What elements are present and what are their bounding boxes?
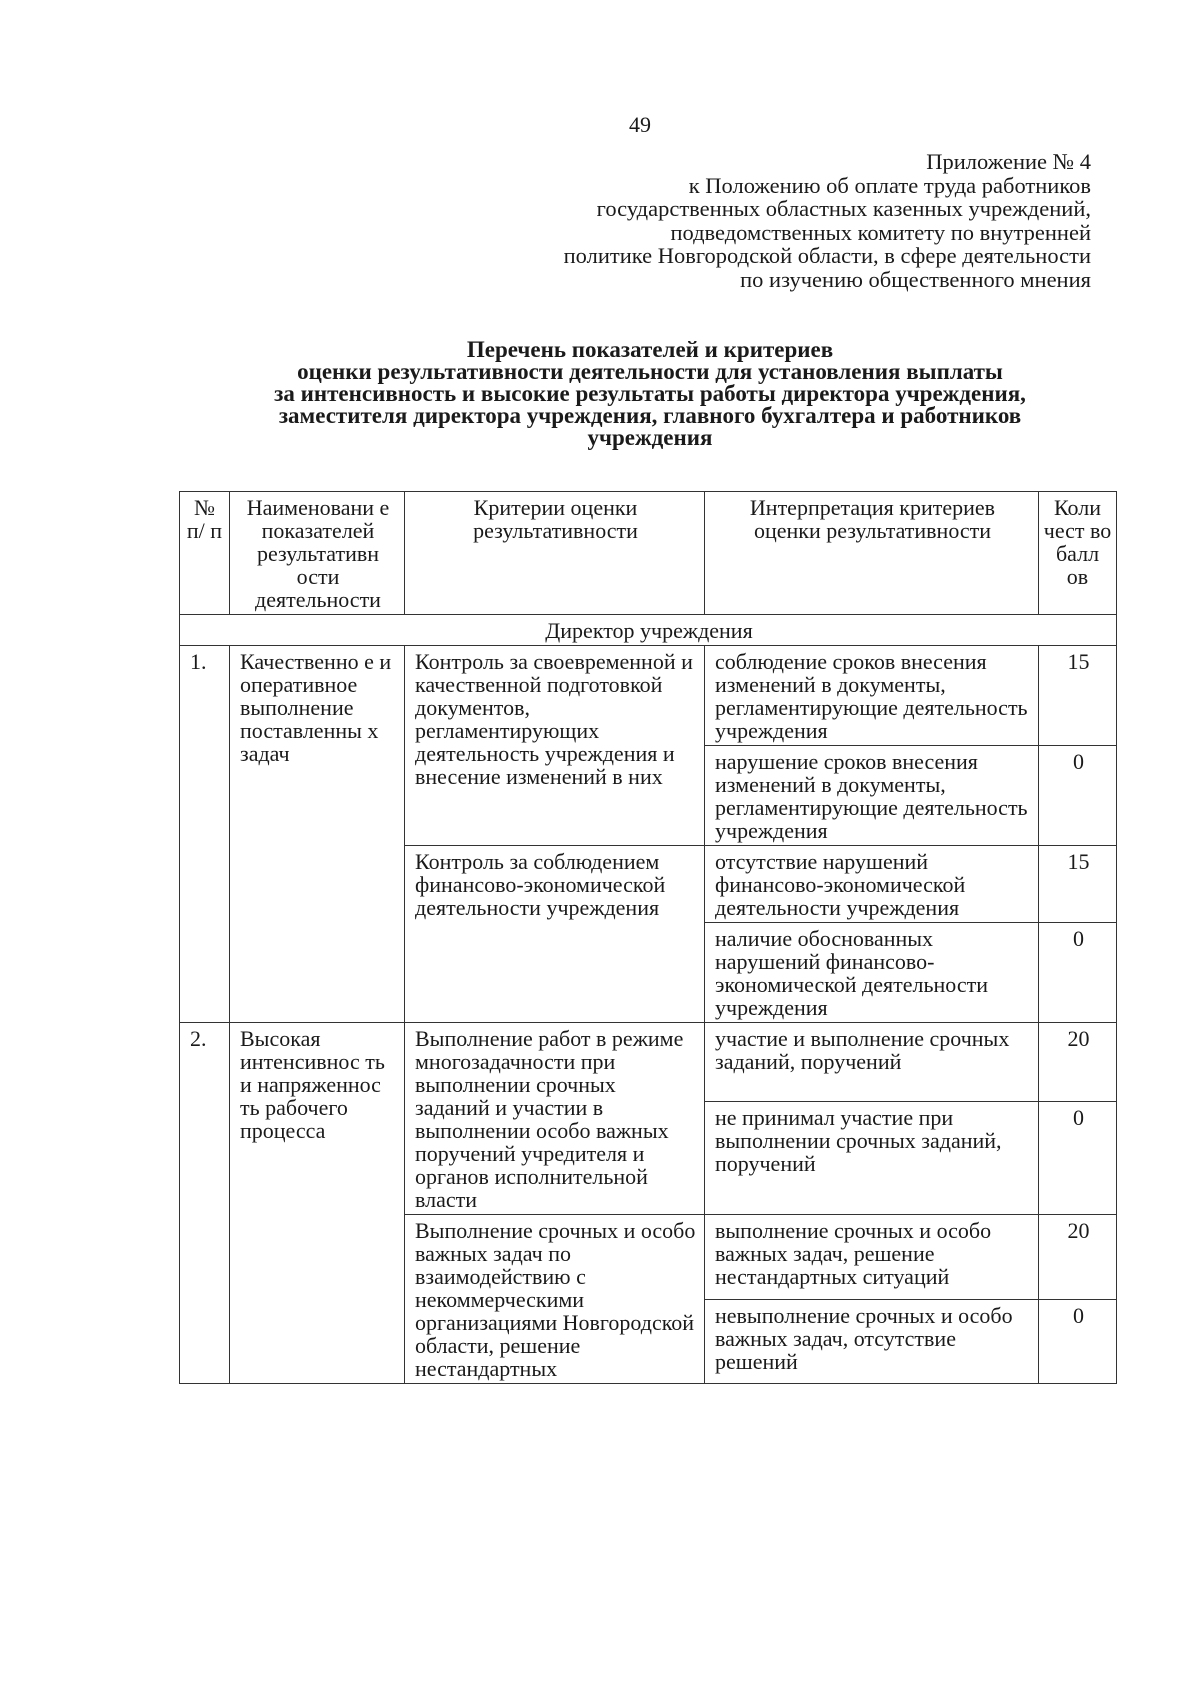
table-header-row [180, 492, 1117, 615]
header-points: Коли чест во балл ов [1039, 492, 1117, 615]
appendix-line: к Положению об оплате труда работников [688, 172, 1091, 198]
section-row [180, 615, 1117, 646]
interpretation-cell: невыполнение срочных и особо важных задач, отсутствие решений [705, 1299, 1039, 1384]
title-line: оценки результативности деятельности для установления выплаты [297, 359, 1003, 384]
header-interpretation: Интерпретация критериев оценки результативности [705, 492, 1039, 615]
interpretation-cell: не принимал участие при выполнении срочных заданий, поручений [705, 1102, 1039, 1215]
points-cell: 20 [1039, 1215, 1117, 1300]
indicator-cell: Качественно е и оперативное выполнение поставленны х задач [230, 646, 405, 1023]
title-line: Перечень показателей и критериев [466, 337, 834, 362]
header-num: № п/ п [180, 492, 230, 615]
interpretation-cell: наличие обоснованных нарушений финансово-экономической деятельности учреждения [705, 923, 1039, 1023]
appendix-line: Приложение № 4 [926, 149, 1091, 174]
points-cell: 0 [1039, 746, 1117, 846]
criteria-cell: Выполнение срочных и особо важных задач по взаимодействию с некоммерческими организациями Новгородской области, решение нестандартных [405, 1215, 705, 1384]
appendix-line: по изучению общественного мнения [740, 266, 1091, 292]
row-number: 2. [180, 1023, 230, 1384]
row-number: 1. [180, 646, 230, 1023]
page-number: 49 [629, 112, 651, 137]
section-director: Директор учреждения [180, 615, 1117, 646]
interpretation-cell: соблюдение сроков внесения изменений в документы, регламентирующие деятельность учреждения [705, 646, 1039, 746]
criteria-cell: Выполнение работ в режиме многозадачности при выполнении срочных заданий и участии в выполнении особо важных поручений учредителя и органов исполнительной власти [405, 1023, 705, 1215]
title-line: учреждения [587, 425, 713, 450]
points-cell: 20 [1039, 1023, 1117, 1102]
interpretation-cell: отсутствие нарушений финансово-экономической деятельности учреждения [705, 846, 1039, 923]
points-cell: 0 [1039, 1299, 1117, 1384]
title-line: за интенсивность и высокие результаты работы директора учреждения, [274, 381, 1026, 406]
document-title [180, 339, 1120, 449]
appendix-line: подведомственных комитету по внутренней [670, 219, 1091, 245]
table-row [180, 646, 1117, 746]
points-cell: 0 [1039, 1102, 1117, 1215]
appendix-line: политике Новгородской области, в сфере деятельности [563, 243, 1091, 268]
header-criteria: Критерии оценки результативности [405, 492, 705, 615]
header-indicator: Наименовани е показателей результативн ости деятельности [230, 492, 405, 615]
criteria-cell: Контроль за соблюдением финансово-экономической деятельности учреждения [405, 846, 705, 1023]
criteria-table [179, 491, 1117, 1384]
interpretation-cell: участие и выполнение срочных заданий, поручений [705, 1023, 1039, 1102]
appendix-note [391, 150, 1091, 291]
interpretation-cell: выполнение срочных и особо важных задач, решение нестандартных ситуаций [705, 1215, 1039, 1300]
points-cell: 0 [1039, 923, 1117, 1023]
title-line: заместителя директора учреждения, главного бухгалтера и работников [278, 403, 1022, 428]
points-cell: 15 [1039, 646, 1117, 746]
table-row [180, 1023, 1117, 1102]
points-cell: 15 [1039, 846, 1117, 923]
interpretation-cell: нарушение сроков внесения изменений в документы, регламентирующие деятельность учреждения [705, 746, 1039, 846]
indicator-cell: Высокая интенсивнос ть и напряженнос ть рабочего процесса [230, 1023, 405, 1384]
appendix-line: государственных областных казенных учреждений, [596, 196, 1091, 221]
criteria-cell: Контроль за своевременной и качественной подготовкой документов, регламентирующих деятельность учреждения и внесение изменений в них [405, 646, 705, 846]
